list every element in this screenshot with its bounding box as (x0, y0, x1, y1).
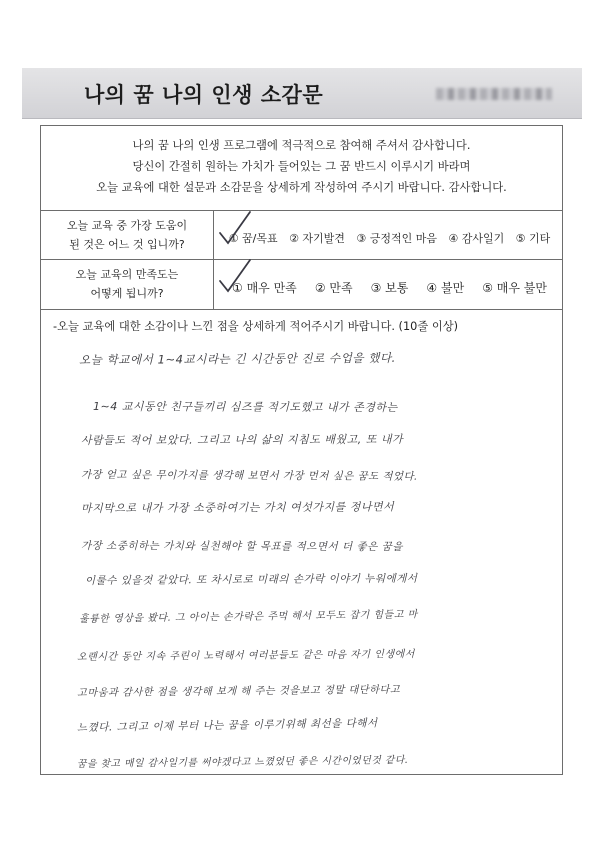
handwriting-line: 사람들도 적어 보았다. 그리고 나의 삶의 지침도 배웠고, 또 내가 (80, 432, 404, 447)
page-title: 나의 꿈 나의 인생 소감문 (84, 83, 324, 107)
intro-text (41, 126, 562, 211)
option-positive-mind[interactable]: ③ 긍정적인 마음 (356, 232, 437, 245)
option-very-satisfied[interactable]: ① 매우 만족 (232, 280, 297, 295)
option-other[interactable]: ⑤ 기타 (515, 232, 551, 245)
option-dissatisfied[interactable]: ④ 불만 (426, 280, 465, 295)
handwriting-line: 고마움과 감사한 점을 생각해 보게 해 주는 것을보고 정말 대단하다고 (76, 684, 401, 699)
handwriting-line: 가장 얻고 싶은 무이가지를 생각해 보면서 가장 먼저 싶은 꿈도 적었다. (80, 469, 418, 483)
option-group (213, 259, 562, 309)
redacted-name (436, 88, 552, 100)
option-group (213, 211, 562, 259)
question-label-line: 오늘 교육 중 가장 도움이 (66, 219, 188, 232)
question-label (41, 259, 214, 309)
checkmark-icon (217, 209, 253, 247)
handwriting-line: 느꼈다. 그리고 이제 부터 나는 꿈을 이루기위해 최선을 다해서 (76, 717, 378, 734)
handwriting-line: 훌륭한 영상을 봤다. 그 아이는 손가락은 주먹 해서 모두도 잡기 힘들고 마 (78, 609, 418, 625)
handwriting-line: 1~4 교시동안 친구들끼리 심즈를 적기도했고 내가 존경하는 (92, 400, 398, 415)
handwriting-line: 이룰수 있을것 같았다. 또 차시로로 미래의 손가락 이야기 누워에게서 (84, 572, 418, 587)
option-gratitude-journal[interactable]: ④ 감사일기 (448, 232, 505, 245)
question-satisfaction (41, 259, 562, 310)
essay-prompt: -오늘 교육에 대한 소감이나 느낀 점을 상세하게 적어주시기 바랍니다. (10줄 이상) (53, 320, 459, 333)
intro-line: 오늘 교육에 대한 설문과 소감문을 상세하게 작성하여 주시기 바랍니다. 감사합니다. (96, 181, 507, 194)
handwriting-line: 오늘 학교에서 1~4교시라는 긴 시간동안 진로 수업을 했다. (78, 350, 396, 367)
question-label-line: 어떻게 됩니까? (90, 287, 164, 300)
option-neutral[interactable]: ③ 보통 (370, 280, 409, 295)
intro-line: 나의 꿈 나의 인생 프로그램에 적극적으로 참여해 주셔서 감사합니다. (132, 139, 471, 152)
handwriting-line: 꿈을 찾고 매일 감사일기를 써야겠다고 느꼈었던 좋은 시간이었던것 같다. (76, 754, 409, 770)
handwriting-line: 가장 소중히하는 가치와 실천해야 할 목표를 적으면서 더 좋은 꿈을 (80, 540, 403, 554)
survey-form (40, 125, 563, 775)
question-label-line: 된 것은 어느 것 입니까? (69, 238, 185, 251)
title-band (22, 68, 582, 119)
checkmark-icon (217, 257, 253, 295)
option-dream-goal[interactable]: ① 꿈/목표 (228, 232, 278, 245)
question-label-line: 오늘 교육의 만족도는 (75, 268, 179, 281)
option-very-dissatisfied[interactable]: ⑤ 매우 불만 (482, 280, 547, 295)
intro-line: 당신이 간절히 원하는 가치가 들어있는 그 꿈 반드시 이루시기 바라며 (132, 160, 471, 173)
handwriting-line: 오랜시간 동안 지속 주린이 노력해서 여러분들도 같은 마음 자기 인생에서 (76, 649, 415, 663)
option-satisfied[interactable]: ② 만족 (314, 280, 353, 295)
question-most-helpful (41, 211, 562, 260)
option-self-discovery[interactable]: ② 자기발견 (289, 232, 345, 245)
handwriting-line: 마지막으로 내가 가장 소중하여기는 가치 여섯가지를 정나면서 (80, 500, 395, 515)
question-label (41, 211, 214, 259)
